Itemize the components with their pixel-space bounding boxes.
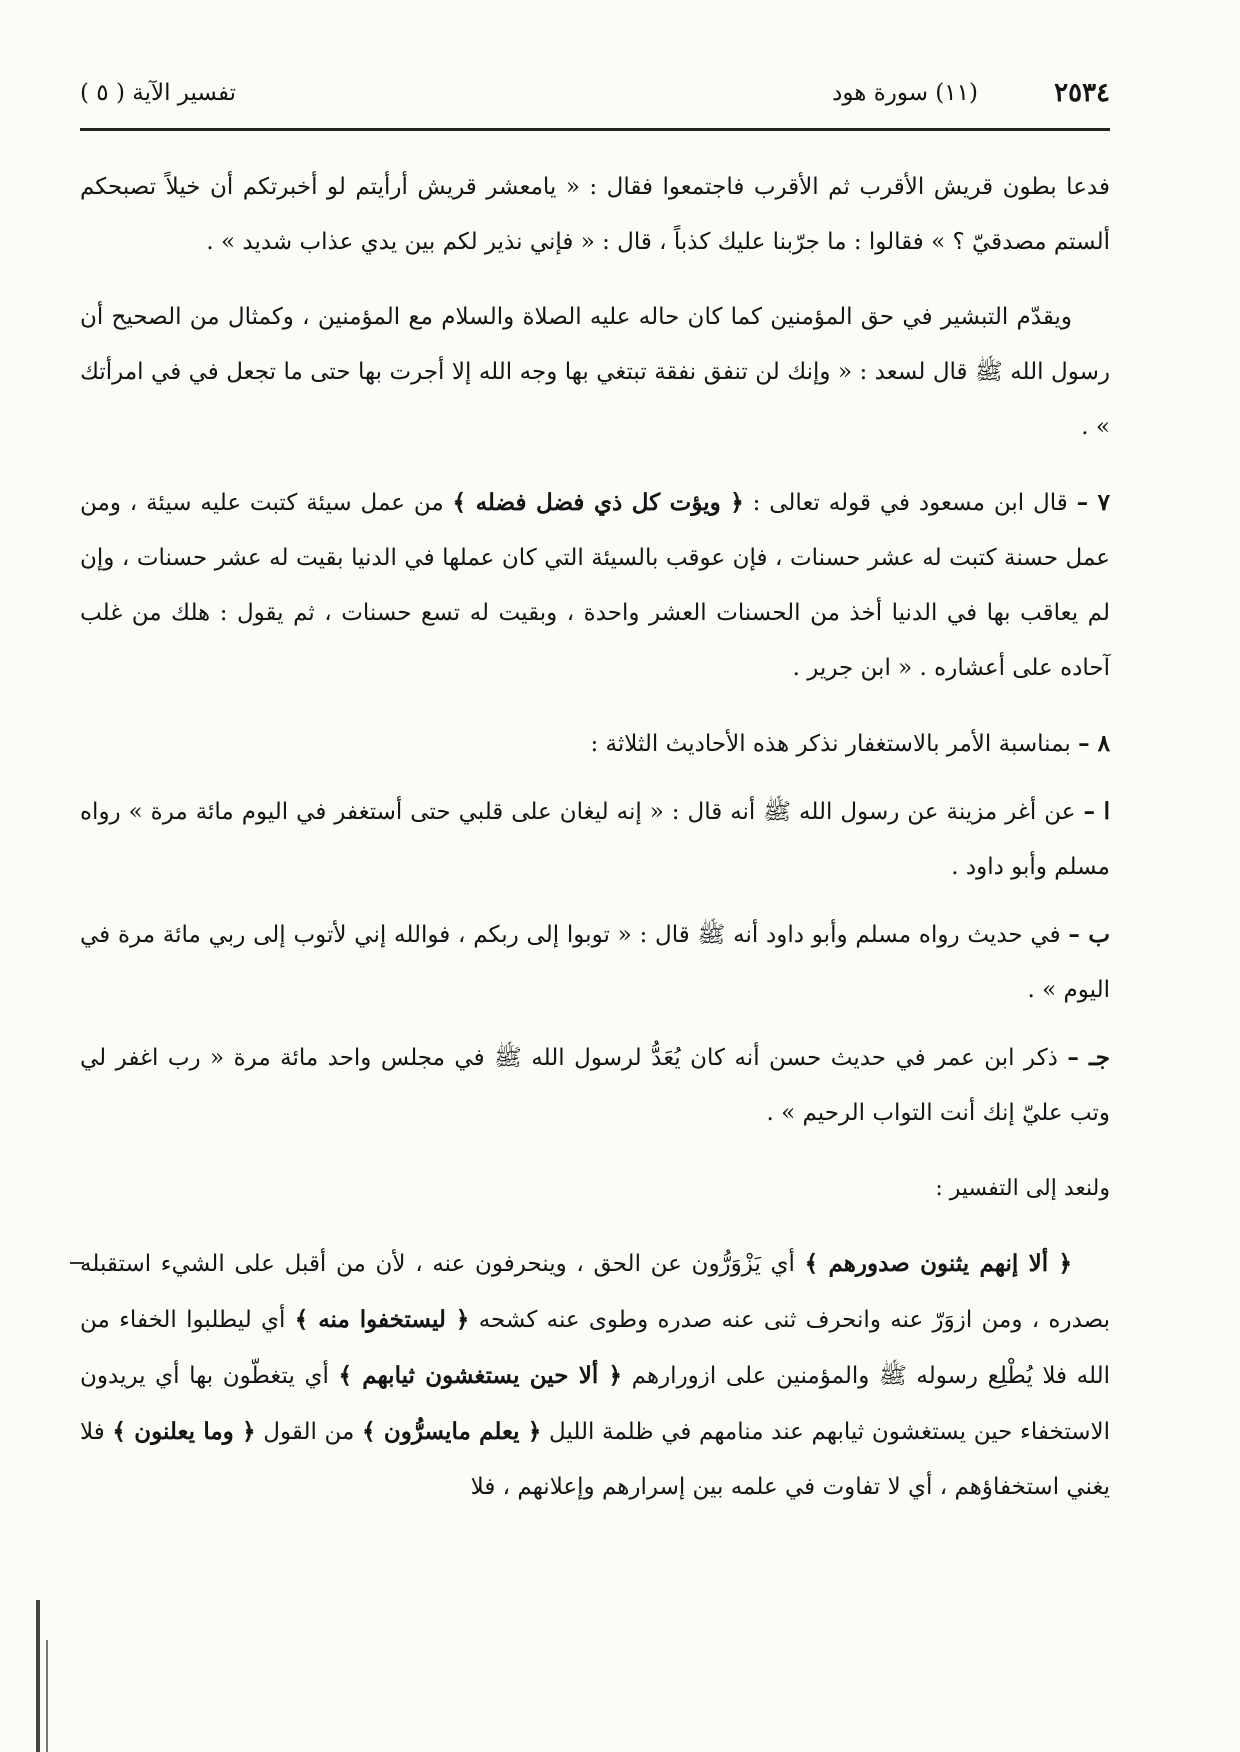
hadith-b (80, 907, 1110, 1018)
return-to-tafsir (80, 1161, 1110, 1216)
header-rule (80, 128, 1110, 131)
paragraph-7 (80, 475, 1110, 696)
ayah-label: تفسير الآية ( ٥ ) (80, 80, 236, 106)
paragraph-text: أي يتغطّون بها أي يريدون الاستخفاء حين يستغشون ثيابهم عند منامهم في ظلمة الليل (80, 1363, 1111, 1445)
item-number: ٧ – (1076, 489, 1111, 516)
item-number: جـ – (1067, 1044, 1111, 1071)
tafsir-paragraph (80, 1236, 1110, 1515)
page-body (80, 160, 1110, 1535)
paragraph-text: أي ليطلبوا الخفاء من الله فلا يُطْلِع رسوله ﷺ والمؤمنين على ازورارهم (80, 1307, 1110, 1389)
hadith-c (80, 1030, 1110, 1141)
item-number: ٨ – (1078, 730, 1110, 757)
quran-quote: ﴿ ألا حين يستغشون ثيابهم ﴾ (338, 1362, 623, 1389)
paragraph-tabshir (80, 290, 1110, 455)
quran-quote: ﴿ ليستخفوا منه ﴾ (294, 1306, 470, 1333)
item-number: ب – (1068, 921, 1110, 948)
quran-quote: ﴿ ويؤت كل ذي فضل فضله ﴾ (452, 489, 744, 516)
page-number: ٢٥٣٤ (1054, 78, 1110, 108)
paragraph-text: في حديث رواه مسلم وأبو داود أنه ﷺ قال : « توبوا إلى ربكم ، فوالله إني لأتوب إلى ربي مائة مرة في اليوم » . (80, 922, 1110, 1003)
paragraph-text: ولنعد إلى التفسير : (935, 1176, 1110, 1201)
binding-shadow (36, 1600, 40, 1752)
paragraph-text: من عمل سيئة كتبت عليه سيئة ، ومن عمل حسنة كتبت له عشر حسنات ، فإن عوقب بالسيئة التي كان عملها في الدنيا بقيت له عشر حسنات ، وإن لم يعاقب بها في الدنيا أخذ من الحسنات العشر واحدة ، وبقيت له تسع حسنات ، ثم يقول : هلك من غلب آحاده على أعشاره . « ابن جرير . (80, 490, 1110, 681)
paragraph-text: ذكر ابن عمر في حديث حسن أنه كان يُعَدُّ لرسول الله ﷺ في مجلس واحد مائة مرة « رب اغفر لي وتب عليّ إنك أنت التواب الرحيم » . (80, 1045, 1110, 1126)
paragraph-text: عن أغر مزينة عن رسول الله ﷺ أنه قال : « إنه ليغان على قلبي حتى أستغفر في اليوم مائة مرة » رواه مسلم وأبو داود . (80, 799, 1110, 880)
paragraph-text: أي يَزْوَرُّون عن الحق ، وينحرفون عنه ، لأن من أقبل على الشيء استقبله بصدره ، ومن ازوَرّ عنه وانحرف ثنى عنه صدره وطوى عنه كشحه (80, 1251, 1111, 1333)
margin-mark (70, 1262, 84, 1264)
paragraph-text: من القول (263, 1419, 355, 1445)
binding-shadow (46, 1640, 48, 1752)
paragraph-text: فدعا بطون قريش الأقرب ثم الأقرب فاجتمعوا فقال : « يامعشر قريش أرأيتم لو أخبرتكم أن خيلاً تصبحكم ألستم مصدقيّ ؟ » فقالوا : ما جرّبنا عليك كذباً ، قال : « فإني نذير لكم بين يدي عذاب شديد » . (80, 174, 1110, 255)
paragraph-text: فلا يغني استخفاؤهم ، أي لا تفاوت في علمه بين إسرارهم وإعلانهم ، فلا (80, 1419, 1110, 1500)
paragraph-text: قال ابن مسعود في قوله تعالى : (752, 490, 1068, 516)
paragraph-text: بمناسبة الأمر بالاستغفار نذكر هذه الأحاديث الثلاثة : (590, 731, 1071, 757)
surah-title: (١١) سورة هود (832, 80, 978, 106)
paragraph-quraysh (80, 160, 1110, 270)
paragraph-text: ويقدّم التبشير في حق المؤمنين كما كان حاله عليه الصلاة والسلام مع المؤمنين ، وكمثال من الصحيح أن رسول الله ﷺ قال لسعد : « وإنك لن تنفق نفقة تبتغي بها وجه الله إلا أجرت بها حتى ما تجعل في في امرأتك » . (80, 304, 1110, 440)
paragraph-8 (80, 716, 1110, 772)
hadith-a (80, 784, 1110, 895)
item-number: ا – (1083, 798, 1110, 825)
quran-quote: ﴿ ألا إنهم يثنون صدورهم ﴾ (804, 1250, 1072, 1277)
quran-quote: ﴿ وما يعلنون ﴾ (112, 1418, 256, 1445)
quran-quote: ﴿ يعلم مايسرُّون ﴾ (362, 1418, 542, 1445)
page-header (80, 78, 1110, 118)
